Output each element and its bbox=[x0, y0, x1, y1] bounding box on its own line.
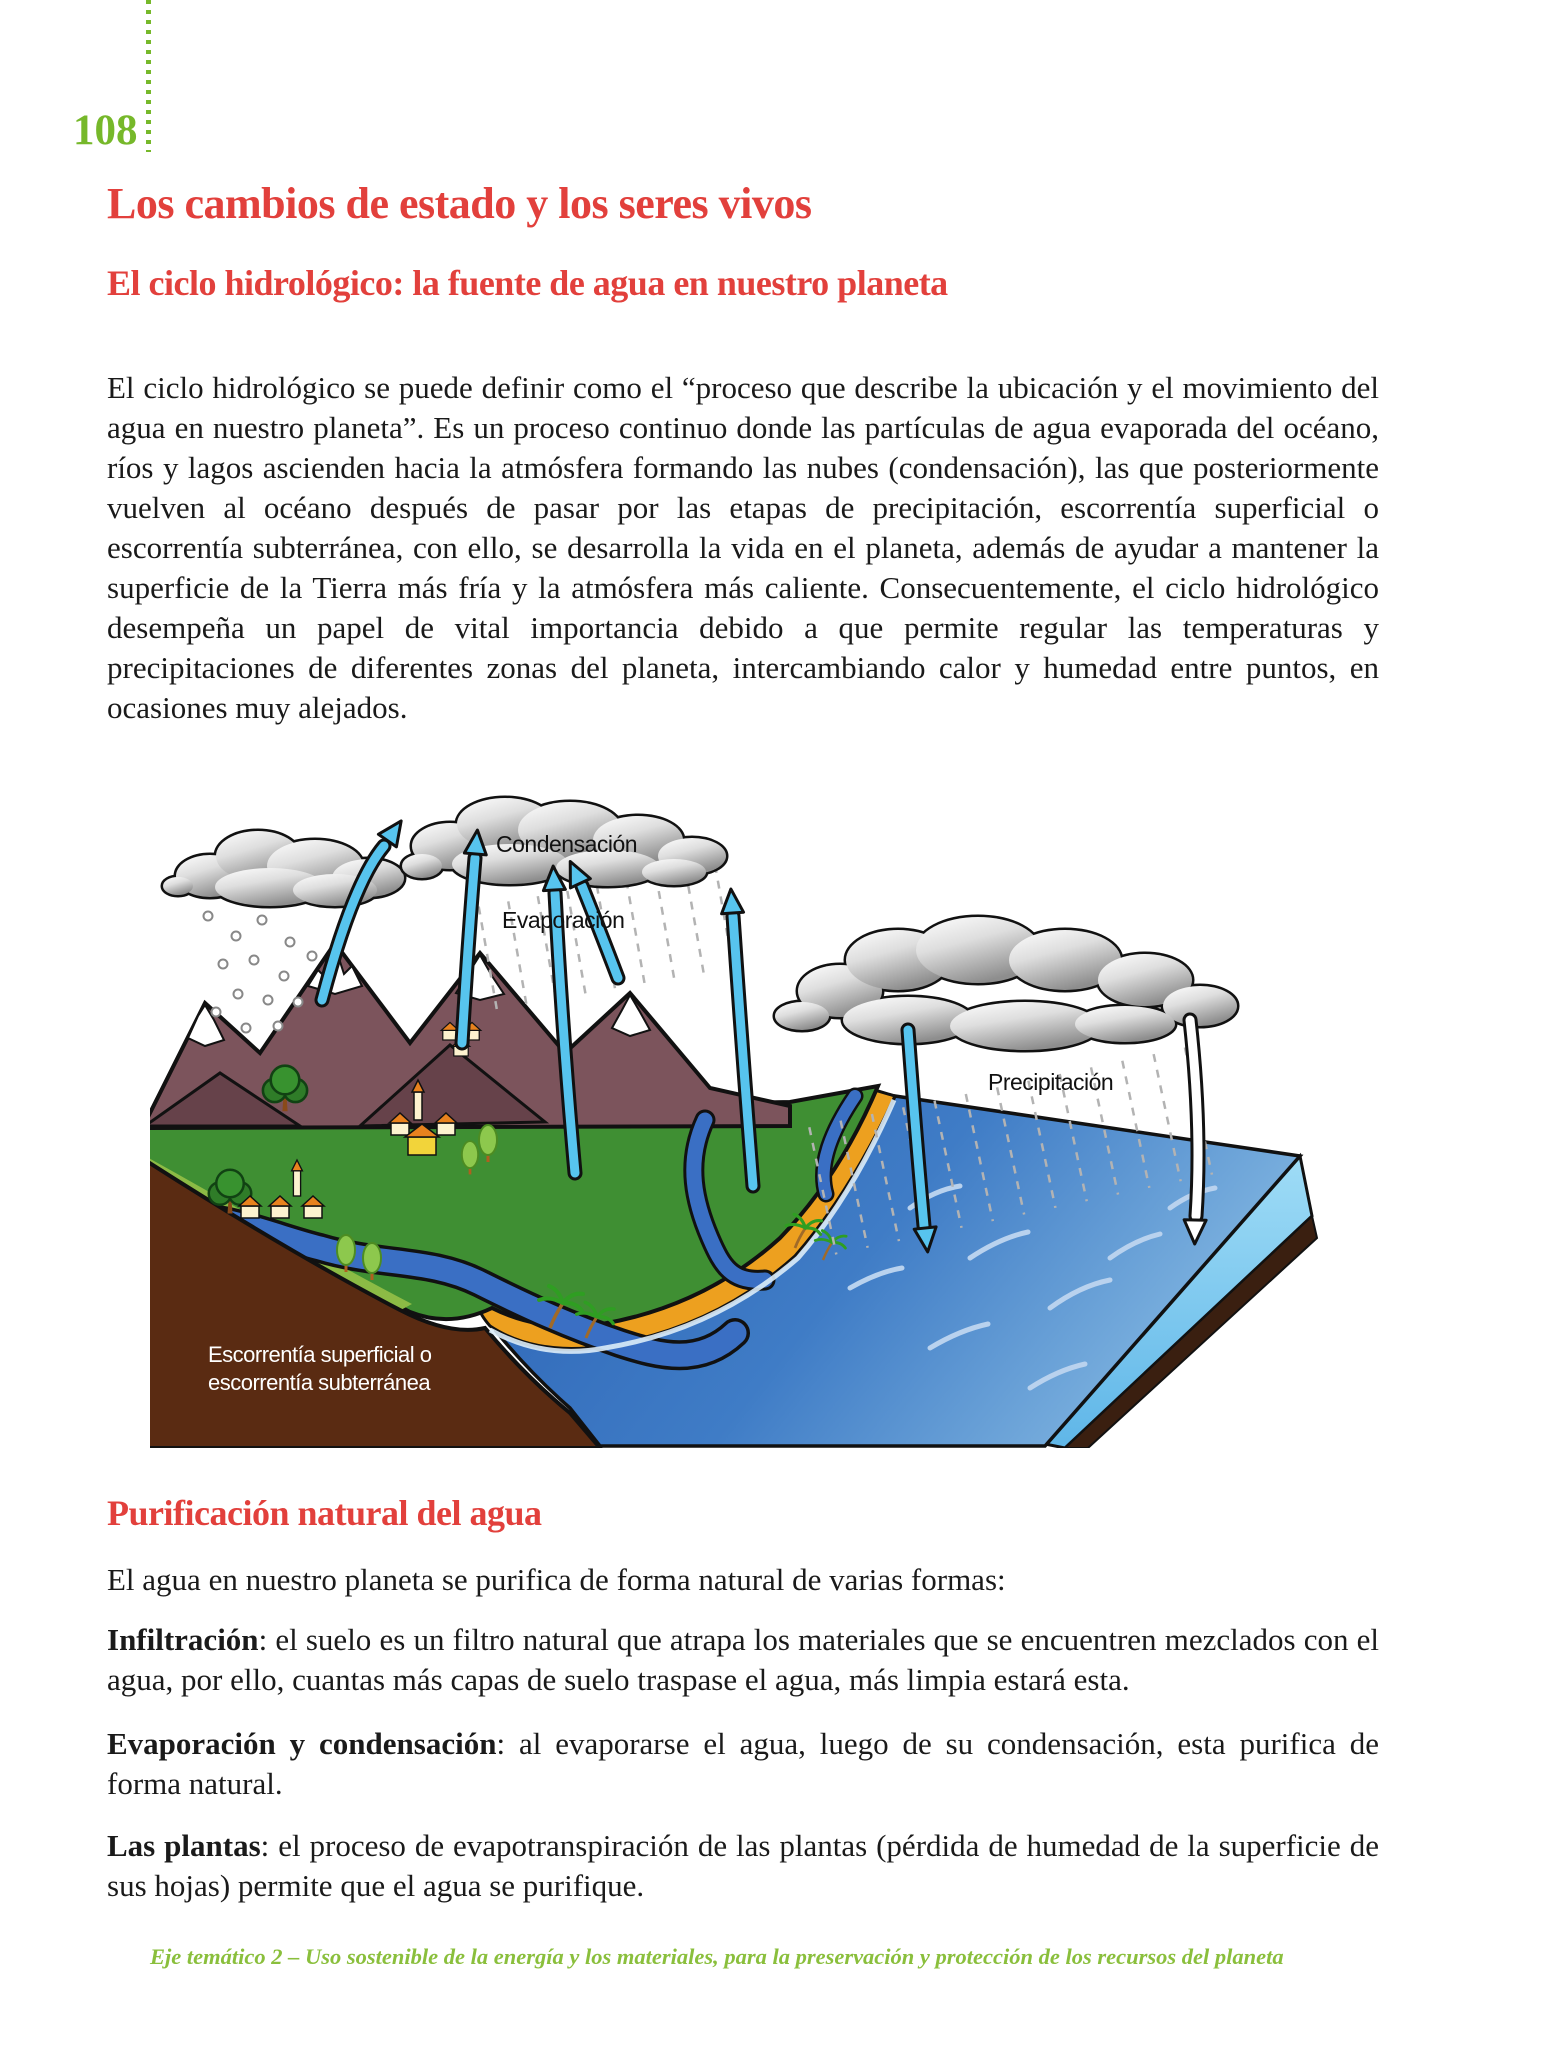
term-evaporation-condensation-text: : al evaporarse el agua, luego de su condensación, esta purifica de forma natural. bbox=[107, 1726, 1379, 1801]
precipitation-label: Precipitación bbox=[988, 1069, 1114, 1095]
page-number: 108 bbox=[73, 107, 138, 154]
hydrologic-cycle-paragraph: El ciclo hidrológico se puede definir como el “proceso que describe la ubicación y el movimiento del agua en nuestro planeta”. Es un proceso continuo donde las partículas de agua evaporada del océano, ríos y lagos ascienden hacia la atmósfera formando las nubes (condensación), las que posteriormente vuelven al océano después de pasar por las etapas de precipitación, escorrentía superficial o escorrentía subterránea, con ello, se desarrolla la vida en el planeta, además de ayudar a mantener la superficie de la Tierra más fría y la atmósfera más caliente. Consecuentemente, el ciclo hidrológico desempeña un papel de vital importancia debido a que permite regular las temperaturas y precipitaciones de diferentes zonas del planeta, intercambiando calor y humedad entre puntos, en ocasiones muy alejados. bbox=[107, 370, 1379, 725]
section-heading-hydrologic-cycle: El ciclo hidrológico: la fuente de agua en nuestro planeta bbox=[107, 263, 948, 303]
purification-item-infiltration bbox=[107, 1620, 1379, 1700]
purification-item-plants bbox=[107, 1826, 1379, 1906]
term-plants: Las plantas bbox=[107, 1828, 261, 1863]
water-cycle-diagram bbox=[150, 788, 1320, 1448]
purification-intro: El agua en nuestro planeta se purifica de forma natural de varias formas: bbox=[107, 1562, 1006, 1597]
footer-theme-line: Eje temático 2 – Uso sostenible de la energía y los materiales, para la preservación y protección de los recursos del planeta bbox=[150, 1944, 1284, 1969]
margin-dotted-line bbox=[146, 0, 151, 152]
term-evaporation-condensation: Evaporación y condensación bbox=[107, 1726, 497, 1761]
page-title: Los cambios de estado y los seres vivos bbox=[107, 179, 812, 228]
condensation-label: Condensación bbox=[496, 831, 638, 857]
term-infiltration: Infiltración bbox=[107, 1622, 259, 1657]
precipitation-cloud bbox=[775, 917, 1237, 1050]
purification-item-evaporation-condensation bbox=[107, 1724, 1379, 1804]
term-plants-text: : el proceso de evapotranspiración de las plantas (pérdida de humedad de la superficie de sus hojas) permite que el agua se purifique. bbox=[107, 1828, 1379, 1903]
term-infiltration-text: : el suelo es un filtro natural que atrapa los materiales que se encuentren mezclados con el agua, por ello, cuantas más capas de suelo traspase el agua, más limpia estará esta. bbox=[107, 1622, 1379, 1697]
section-heading-purification: Purificación natural del agua bbox=[107, 1493, 542, 1533]
evaporation-label: Evaporación bbox=[502, 907, 625, 933]
runoff-label-line1: Escorrentía superficial o bbox=[208, 1342, 432, 1367]
runoff-label-line2: escorrentía subterránea bbox=[208, 1370, 431, 1395]
